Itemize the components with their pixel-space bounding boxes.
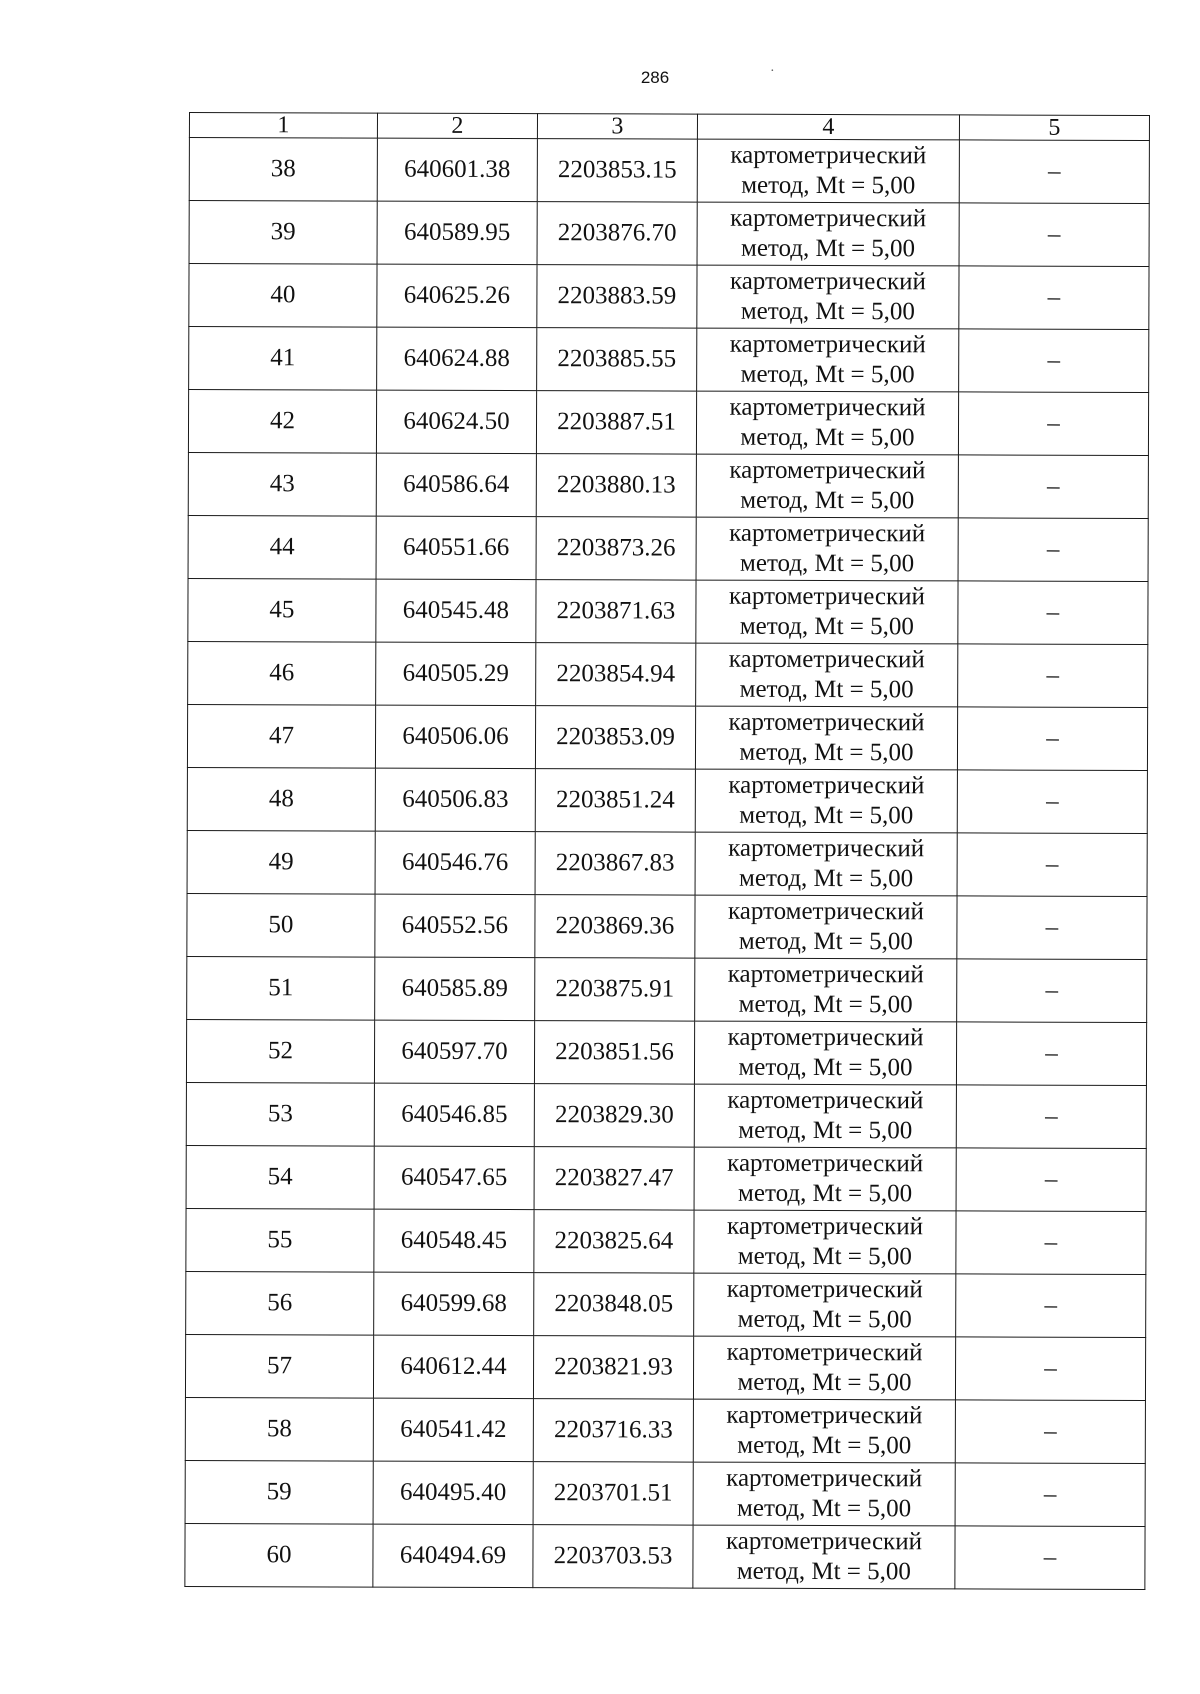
description-cell: – <box>956 1211 1146 1275</box>
table-row <box>189 264 1149 330</box>
y-coordinate-cell: 2203853.15 <box>537 139 697 203</box>
column-header: 5 <box>959 115 1149 141</box>
method-line-2: метод, Mt = 5,00 <box>740 549 915 578</box>
x-coordinate-cell: 640541.42 <box>373 1398 533 1462</box>
method-line-1: картометрический <box>728 834 925 863</box>
method-line-1: картометрический <box>729 330 926 359</box>
x-coordinate-cell: 640546.76 <box>375 831 535 895</box>
point-number-cell: 58 <box>185 1397 373 1461</box>
method-line-2: метод, Mt = 5,00 <box>738 927 913 956</box>
y-coordinate-cell: 2203851.56 <box>534 1021 694 1085</box>
table-row <box>186 1145 1146 1211</box>
point-number-cell: 50 <box>187 893 375 957</box>
description-cell: – <box>957 770 1147 834</box>
point-number-cell: 51 <box>187 956 375 1020</box>
point-number-cell: 57 <box>185 1334 373 1398</box>
point-number-cell: 43 <box>188 452 376 516</box>
y-coordinate-cell: 2203703.53 <box>533 1525 693 1589</box>
x-coordinate-cell: 640624.50 <box>376 390 536 454</box>
method-line-1: картометрический <box>727 960 924 989</box>
description-cell: – <box>957 959 1147 1023</box>
x-coordinate-cell: 640624.88 <box>377 327 537 391</box>
method-line-1: картометрический <box>730 204 927 233</box>
method-line-1: картометрический <box>726 1338 923 1367</box>
method-line-1: картометрический <box>728 582 926 611</box>
description-cell: – <box>956 1148 1146 1212</box>
table-row <box>188 452 1148 518</box>
method-line-1: картометрический <box>729 519 926 548</box>
y-coordinate-cell: 2203851.24 <box>535 769 695 833</box>
method-line-2: метод, Mt = 5,00 <box>737 1494 912 1523</box>
x-coordinate-cell: 640599.68 <box>374 1272 534 1336</box>
method-line-1: картометрический <box>727 1023 924 1052</box>
method-cell <box>695 706 957 770</box>
x-coordinate-cell: 640547.65 <box>374 1146 534 1210</box>
point-number-cell: 56 <box>186 1271 374 1335</box>
description-cell: – <box>958 581 1148 645</box>
description-cell: – <box>955 1400 1145 1464</box>
y-coordinate-cell: 2203854.94 <box>536 643 696 707</box>
method-line-1: картометрический <box>729 456 926 485</box>
y-coordinate-cell: 2203827.47 <box>534 1147 694 1211</box>
method-line-1: картометрический <box>728 771 925 800</box>
method-cell <box>697 328 959 392</box>
x-coordinate-cell: 640506.83 <box>375 768 535 832</box>
point-number-cell: 55 <box>186 1208 374 1272</box>
y-coordinate-cell: 2203887.51 <box>536 391 696 455</box>
point-number-cell: 59 <box>185 1460 373 1524</box>
x-coordinate-cell: 640505.29 <box>376 642 536 706</box>
method-line-2: метод, Mt = 5,00 <box>739 612 914 641</box>
method-cell <box>696 580 958 644</box>
description-cell: – <box>955 1337 1145 1401</box>
method-line-1: картометрический <box>729 393 926 422</box>
method-line-2: метод, Mt = 5,00 <box>740 297 915 326</box>
method-line-1: картометрический <box>729 267 926 296</box>
y-coordinate-cell: 2203853.09 <box>535 706 695 770</box>
method-cell <box>693 1462 955 1526</box>
method-line-1: картометрический <box>726 1275 923 1304</box>
point-number-cell: 44 <box>188 515 376 579</box>
page-mark: · <box>770 64 775 79</box>
description-cell: – <box>955 1526 1145 1590</box>
method-line-2: метод, Mt = 5,00 <box>738 1053 913 1082</box>
method-cell <box>696 517 958 581</box>
y-coordinate-cell: 2203821.93 <box>533 1336 693 1400</box>
method-cell <box>695 769 957 833</box>
table-row <box>185 1397 1145 1463</box>
point-number-cell: 52 <box>186 1019 374 1083</box>
table-row <box>186 1208 1146 1274</box>
method-line-2: метод, Mt = 5,00 <box>738 1116 913 1145</box>
description-cell: – <box>956 1085 1146 1149</box>
x-coordinate-cell: 640552.56 <box>375 894 535 958</box>
y-coordinate-cell: 2203871.63 <box>536 580 696 644</box>
description-cell: – <box>959 266 1149 330</box>
description-cell: – <box>959 140 1149 204</box>
y-coordinate-cell: 2203883.59 <box>537 265 697 329</box>
y-coordinate-cell: 2203869.36 <box>535 895 695 959</box>
method-cell <box>696 391 958 455</box>
point-number-cell: 60 <box>185 1523 373 1587</box>
method-cell <box>697 265 959 329</box>
x-coordinate-cell: 640546.85 <box>374 1083 534 1147</box>
x-coordinate-cell: 640585.89 <box>375 957 535 1021</box>
x-coordinate-cell: 640548.45 <box>374 1209 534 1273</box>
table-row <box>188 578 1148 644</box>
method-line-2: метод, Mt = 5,00 <box>737 1368 912 1397</box>
column-header: 2 <box>377 113 537 139</box>
x-coordinate-cell: 640495.40 <box>373 1461 533 1525</box>
table-row <box>185 1334 1145 1400</box>
point-number-cell: 39 <box>189 201 377 265</box>
method-cell <box>693 1399 955 1463</box>
y-coordinate-cell: 2203876.70 <box>537 202 697 266</box>
description-cell: – <box>957 707 1147 771</box>
table-row <box>189 201 1149 267</box>
coordinates-table <box>184 112 1150 1590</box>
x-coordinate-cell: 640551.66 <box>376 516 536 580</box>
method-cell <box>694 1021 956 1085</box>
method-line-1: картометрический <box>726 1401 923 1430</box>
point-number-cell: 40 <box>189 264 377 328</box>
header-row <box>189 113 1149 141</box>
x-coordinate-cell: 640545.48 <box>376 579 536 643</box>
table-row <box>187 767 1147 833</box>
y-coordinate-cell: 2203829.30 <box>534 1084 694 1148</box>
method-line-2: метод, Mt = 5,00 <box>737 1431 912 1460</box>
description-cell: – <box>956 1274 1146 1338</box>
point-number-cell: 47 <box>187 704 375 768</box>
method-line-2: метод, Mt = 5,00 <box>737 1305 912 1334</box>
method-line-2: метод, Mt = 5,00 <box>736 1557 911 1586</box>
method-cell <box>695 958 957 1022</box>
method-line-1: картометрический <box>730 141 927 170</box>
y-coordinate-cell: 2203716.33 <box>533 1399 693 1463</box>
method-cell <box>694 1210 956 1274</box>
description-cell: – <box>959 329 1149 393</box>
method-line-2: метод, Mt = 5,00 <box>739 801 914 830</box>
method-line-1: картометрический <box>725 1527 923 1556</box>
description-cell: – <box>957 833 1147 897</box>
table-row <box>187 956 1147 1022</box>
table-row <box>189 138 1149 204</box>
method-cell <box>693 1525 955 1589</box>
table-row <box>185 1523 1145 1589</box>
method-line-2: метод, Mt = 5,00 <box>740 360 915 389</box>
table-row <box>189 327 1149 393</box>
column-header: 1 <box>189 113 377 139</box>
method-cell <box>693 1336 955 1400</box>
method-cell <box>697 139 959 203</box>
y-coordinate-cell: 2203880.13 <box>536 454 696 518</box>
point-number-cell: 54 <box>186 1145 374 1209</box>
method-line-1: картометрический <box>727 1149 924 1178</box>
method-line-2: метод, Mt = 5,00 <box>741 171 916 200</box>
table-row <box>188 390 1148 456</box>
table-row <box>187 893 1147 959</box>
description-cell: – <box>957 896 1147 960</box>
x-coordinate-cell: 640589.95 <box>377 201 537 265</box>
description-cell: – <box>958 644 1148 708</box>
method-line-2: метод, Mt = 5,00 <box>738 990 913 1019</box>
table-row <box>188 641 1148 707</box>
y-coordinate-cell: 2203701.51 <box>533 1462 693 1526</box>
x-coordinate-cell: 640612.44 <box>373 1335 533 1399</box>
method-line-2: метод, Mt = 5,00 <box>740 423 915 452</box>
table-row <box>187 704 1147 770</box>
method-cell <box>697 202 959 266</box>
point-number-cell: 42 <box>188 390 376 454</box>
method-line-1: картометрический <box>726 1464 923 1493</box>
point-number-cell: 48 <box>187 767 375 831</box>
method-line-2: метод, Mt = 5,00 <box>739 738 914 767</box>
method-cell <box>694 1084 956 1148</box>
method-cell <box>694 1147 956 1211</box>
method-line-2: метод, Mt = 5,00 <box>741 234 916 263</box>
point-number-cell: 41 <box>189 327 377 391</box>
column-header: 4 <box>697 114 959 140</box>
x-coordinate-cell: 640494.69 <box>373 1524 533 1588</box>
method-cell <box>695 832 957 896</box>
description-cell: – <box>958 518 1148 582</box>
description-cell: – <box>956 1022 1146 1086</box>
method-line-1: картометрический <box>727 1086 924 1115</box>
method-line-2: метод, Mt = 5,00 <box>739 864 914 893</box>
description-cell: – <box>959 203 1149 267</box>
y-coordinate-cell: 2203873.26 <box>536 517 696 581</box>
method-cell <box>694 1273 956 1337</box>
x-coordinate-cell: 640506.06 <box>375 705 535 769</box>
point-number-cell: 38 <box>189 138 377 202</box>
y-coordinate-cell: 2203867.83 <box>535 832 695 896</box>
x-coordinate-cell: 640625.26 <box>377 264 537 328</box>
y-coordinate-cell: 2203848.05 <box>534 1273 694 1337</box>
method-line-2: метод, Mt = 5,00 <box>738 1179 913 1208</box>
table-row <box>187 830 1147 896</box>
method-line-2: метод, Mt = 5,00 <box>740 486 915 515</box>
point-number-cell: 45 <box>188 578 376 642</box>
table-row <box>186 1082 1146 1148</box>
method-line-1: картометрический <box>727 897 925 926</box>
point-number-cell: 46 <box>188 641 376 705</box>
method-cell <box>695 895 957 959</box>
method-line-1: картометрический <box>726 1212 924 1241</box>
table-row <box>186 1019 1146 1085</box>
table-row <box>186 1271 1146 1337</box>
x-coordinate-cell: 640586.64 <box>376 453 536 517</box>
page-number: 286 <box>640 68 670 87</box>
method-line-2: метод, Mt = 5,00 <box>737 1242 912 1271</box>
method-line-1: картометрический <box>728 645 925 674</box>
method-line-2: метод, Mt = 5,00 <box>739 675 914 704</box>
y-coordinate-cell: 2203825.64 <box>534 1210 694 1274</box>
table-row <box>188 515 1148 581</box>
point-number-cell: 49 <box>187 830 375 894</box>
table-row <box>185 1460 1145 1526</box>
description-cell: – <box>958 392 1148 456</box>
y-coordinate-cell: 2203875.91 <box>535 958 695 1022</box>
method-line-1: картометрический <box>728 708 925 737</box>
table-body <box>185 138 1150 1590</box>
column-header: 3 <box>537 114 697 140</box>
method-cell <box>696 643 958 707</box>
method-cell <box>696 454 958 518</box>
description-cell: – <box>955 1463 1145 1527</box>
y-coordinate-cell: 2203885.55 <box>537 328 697 392</box>
point-number-cell: 53 <box>186 1082 374 1146</box>
x-coordinate-cell: 640597.70 <box>374 1020 534 1084</box>
description-cell: – <box>958 455 1148 519</box>
x-coordinate-cell: 640601.38 <box>377 138 537 202</box>
